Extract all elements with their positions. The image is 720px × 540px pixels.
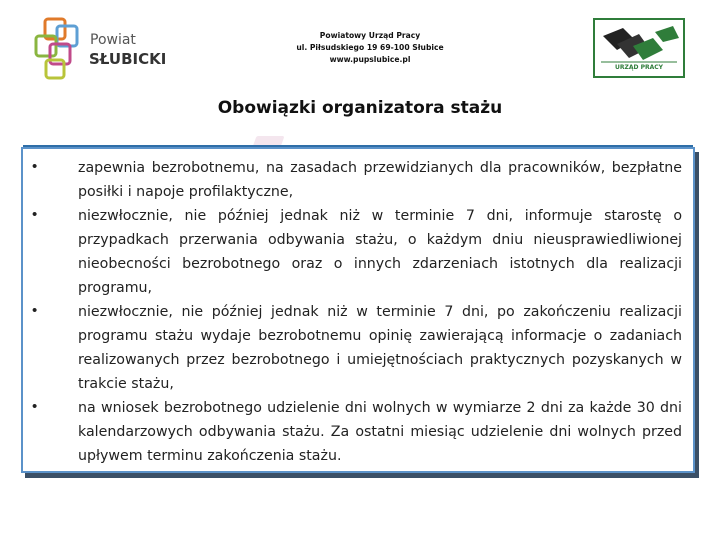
bullet: • [32, 158, 38, 175]
list-item-text: niezwłocznie, nie później jednak niż w terminie 7 dni, po zakończeniu realizacji programu stażu wydaje bezrobotnemu opinię zawierającą informacje o zadaniach realizowanych przez bezrobotnego i umiejętnościach praktycznych pozyskanych w trakcie stażu, [78, 304, 682, 392]
content-panel [21, 147, 695, 473]
page-title: Obowiązki organizatora stażu [217, 98, 503, 118]
list-item-text: zapewnia bezrobotnemu, na zasadach przewidzianych dla pracowników, bezpłatne posiłki i napoje profilaktyczne, [78, 160, 682, 200]
urzad-pracy-logo [593, 18, 685, 78]
list-item-text: na wniosek bezrobotnego udzielenie dni wolnych w wymiarze 2 dni za każde 30 dni kalendarzowych odbywania stażu. Za ostatni miesiąc udzielenie dni wolnych przed upływem terminu zakończenia stażu. [78, 400, 682, 464]
bullet: • [32, 398, 38, 415]
bullet: • [32, 302, 38, 319]
urzad-pracy-label: URZĄD PRACY [615, 64, 663, 71]
office-header [250, 30, 490, 66]
bullet: • [32, 206, 38, 223]
interlocking-squares-icon [32, 14, 92, 82]
list-item-text: niezwłocznie, nie później jednak niż w terminie 7 dni, informuje starostę o przypadkach przerwania odbywania stażu, o każdym dniu nieusprawiedliwionej nieobecności bezrobotnego oraz o innych zdarzeniach istotnych dla realizacji programu, [78, 208, 682, 296]
office-address: ul. Piłsudskiego 19 69-100 Słubice [296, 43, 444, 52]
office-name: Powiatowy Urząd Pracy [319, 31, 421, 40]
office-website: www.pupslubice.pl [329, 55, 411, 64]
logo-word-slubicki: SŁUBICKI [89, 50, 167, 68]
logo-word-powiat: Powiat [90, 32, 136, 48]
powiat-slubicki-logo [32, 14, 172, 82]
